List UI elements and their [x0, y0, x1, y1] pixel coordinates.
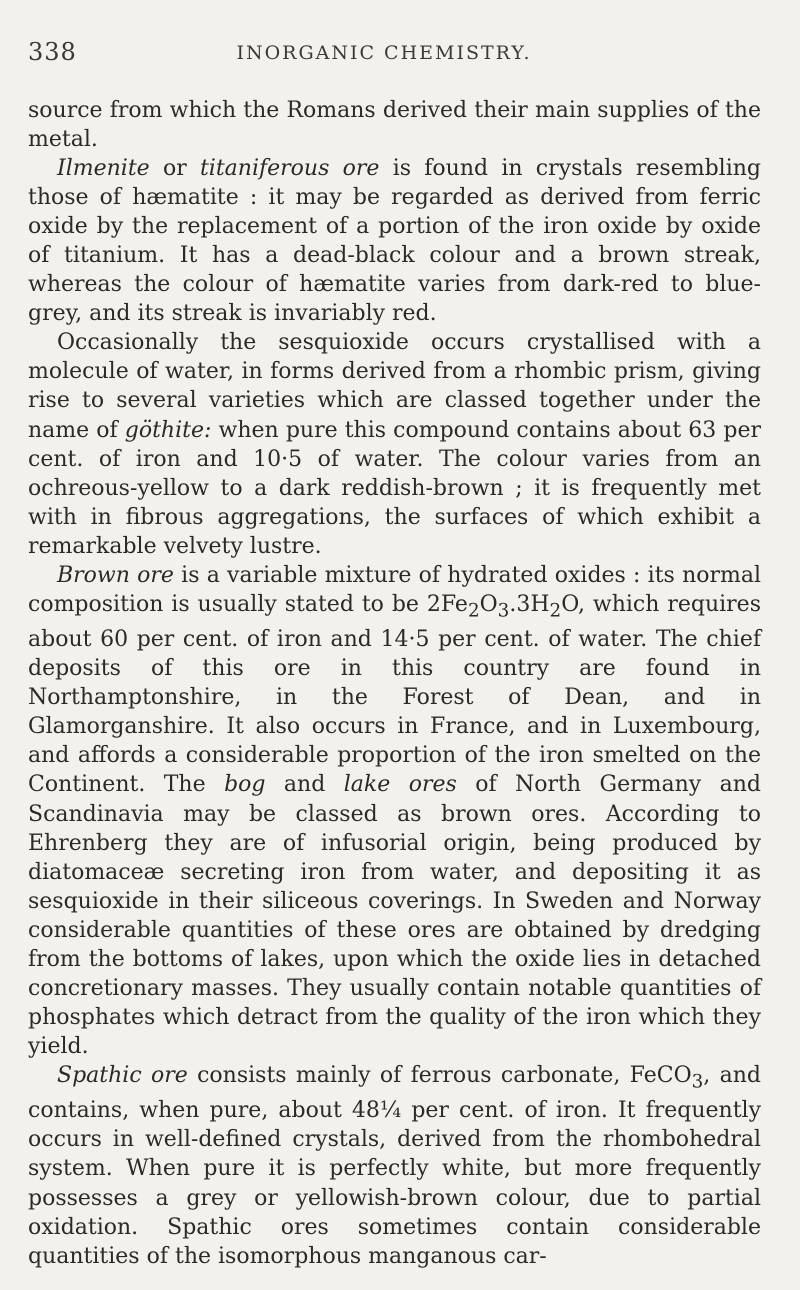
page-header [28, 38, 740, 68]
term-titaniferous-ore: titaniferous ore [199, 156, 380, 182]
formula-subscript: 2 [549, 600, 562, 622]
paragraph-text: when pure this compound contains about 63 per cent. of iron and 10·5 of water. The colour varies from an ochreous-yellow to a dark reddish-brown ; it is frequently met with in fibrous aggregations, the surfaces of which exhibit a remarkable velvety lustre. [28, 417, 761, 559]
paragraph-spathic-ore [28, 1061, 761, 1271]
paragraph-text: which requires about 60 per cent. of iron and 14·5 per cent. of water. The chief deposits of this ore in this country are found in Northamptonshire, in the Forest of Dean, and in Glamorganshire. It also occurs in France, and in Luxembourg, and affords a considerable proportion of the iron smelted on the Continent. The [28, 591, 761, 798]
page-number: 338 [28, 38, 77, 66]
paragraph-text: is found in crystals resembling those of hæmatite : it may be regarded as derived from ferric oxide by the replacement of a portion of the iron oxide by oxide of titanium. It has a dead-black colour and a brown streak, whereas the colour of hæmatite varies from dark-red to blue-grey, and its streak is invariably red. [28, 156, 762, 327]
paragraph-brown-ore [28, 561, 761, 1061]
paragraph-continuation: source from which the Romans derived their main supplies of the metal. [28, 98, 761, 153]
term-brown-ore: Brown ore [57, 562, 174, 588]
formula-part: .3H [509, 591, 550, 617]
paragraph-text: consists mainly of ferrous carbonate, FeCO [187, 1062, 692, 1088]
paragraph-text: of North Germany and Scandinavia may be classed as brown ores. According to Ehrenberg they are of infusorial origin, being produced by diatomaceæ secreting iron from water, and depositing it as sesquioxide in their siliceous coverings. In Sweden and Norway considerable quantities of these ores are obtained by dredging from the bottoms of lakes, upon which the oxide lies in detached concretionary masses. They usually contain notable quantities of phosphates which detract from the quality of the iron which they yield. [28, 772, 761, 1059]
running-head: INORGANIC CHEMISTRY. [236, 42, 532, 64]
term-gothite: göthite: [124, 417, 212, 443]
paragraph-ilmenite [28, 154, 761, 328]
term-ilmenite: Ilmenite [57, 156, 150, 182]
paragraph-text: and [265, 772, 344, 798]
formula-part: O [479, 591, 498, 617]
term-lake-ores: lake ores [343, 772, 457, 798]
term-spathic-ore: Spathic ore [57, 1062, 188, 1088]
paragraph-text: Occasionally the sesquioxide occurs crystallised with a molecule of water, in forms derived from a rhombic prism, giving rise to several varieties which are classed together under the name of [28, 330, 761, 443]
paragraph-text: or [149, 156, 200, 182]
formula-part: O, [561, 591, 585, 617]
paragraph-text: , and contains, when pure, about 48¼ per cent. of iron. It frequently occurs in well-defined crystals, derived from the rhombohedral system. When pure it is perfectly white, but more frequently possesses a grey or yellowish-brown colour, due to partial oxidation. Spathic ores sometimes contain considerable quantities of the isomorphous manganous car- [28, 1062, 762, 1269]
body-text [28, 96, 761, 1271]
paragraph-gothite [28, 328, 761, 560]
formula-subscript: 3 [691, 1071, 704, 1093]
formula-subscript: 2 [467, 600, 480, 622]
formula-subscript: 3 [497, 600, 510, 622]
term-bog: bog [224, 772, 266, 798]
paragraph-text: is a variable mixture of hydrated oxides : its normal composition is usually stated to be 2Fe [28, 562, 762, 617]
